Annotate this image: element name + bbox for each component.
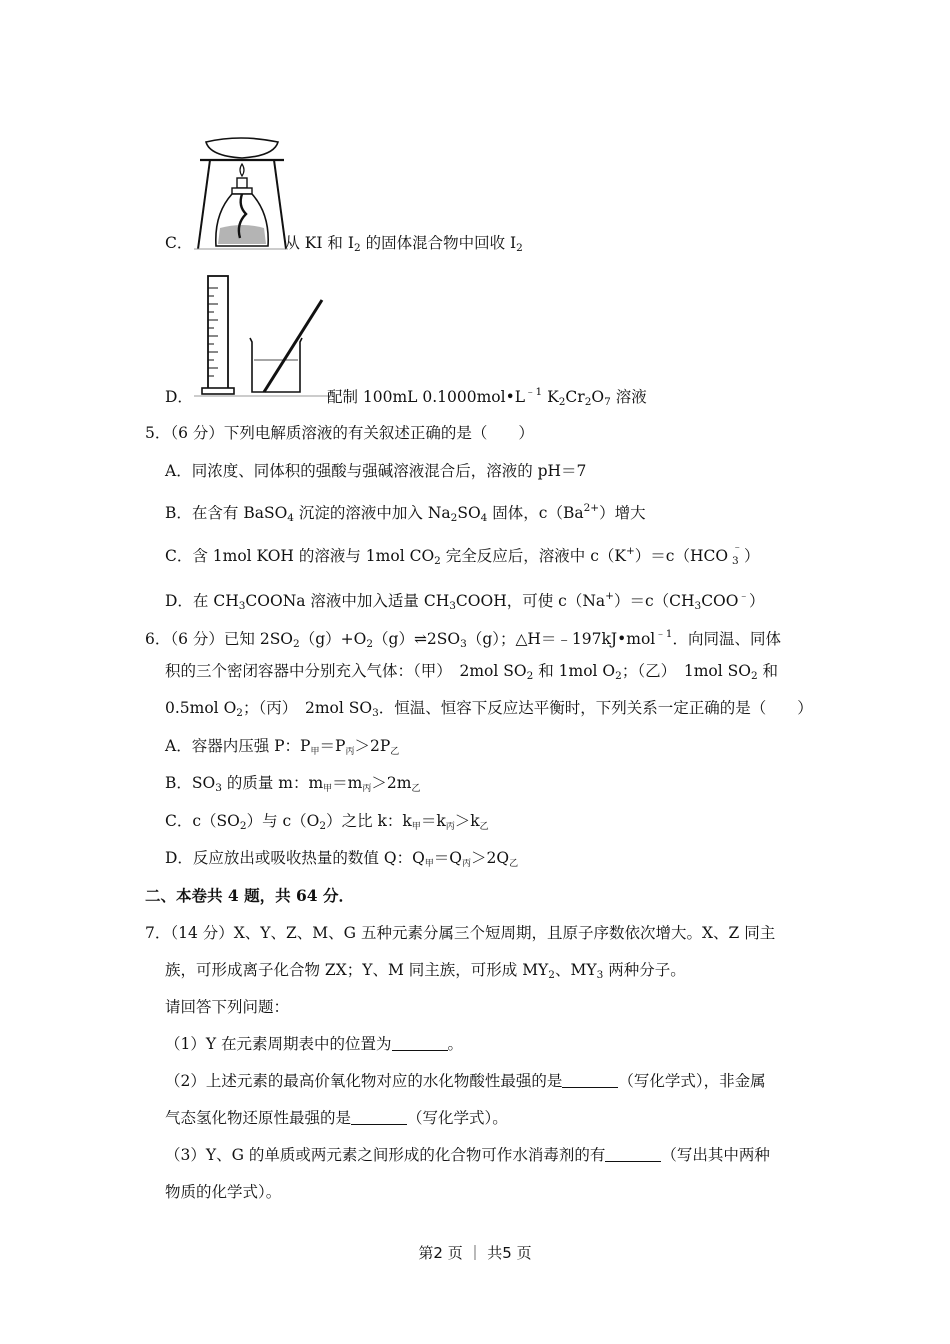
q4-d-label: D． bbox=[165, 388, 193, 406]
q5-option-b: B．在含有 BaSO$_4$ 沉淀的溶液中加入 $Na_2SO_4$ 固体，$c(Ba^{2+})$增大 bbox=[165, 502, 646, 524]
answer-blank-4[interactable] bbox=[605, 1147, 661, 1162]
q6-option-a: A．容器内压强 P：P甲＝P丙＞2P乙 bbox=[165, 737, 400, 757]
answer-blank-1[interactable] bbox=[392, 1036, 448, 1051]
q6-option-c: C．$c(SO_2)$与 $c(O_2)$之比 k：k甲＝k丙＞k乙 bbox=[165, 812, 489, 832]
q4-option-c: C． 从 KI 和 $I_2$ 的固体混合物中回收 $I_2$ bbox=[165, 234, 523, 254]
q7-stem-line1: 7．（14 分）X、Y、Z、M、G 五种元素分属三个短周期，且原子序数依次增大。X、Z 同主 bbox=[145, 924, 776, 942]
q6-option-b: B．$SO_3$ 的质量 m：m甲＝m丙＞2m乙 bbox=[165, 774, 421, 794]
q5-option-a: A．同浓度、同体积的强酸与强碱溶液混合后，溶液的 pH＝7 bbox=[165, 462, 587, 480]
q7-part2-line1: （2）上述元素的最高价氧化物对应的水化物酸性最强的是 （写化学式），非金属 bbox=[165, 1072, 766, 1090]
q6-stem-line3: 0.5mol $O_2$；（丙） 2mol $SO_3$．恒温、恒容下反应达平衡时，下列关系一定正确的是（ ） bbox=[165, 699, 813, 719]
q7-part1: （1）Y 在元素周期表中的位置为 。 bbox=[165, 1035, 464, 1053]
q5-stem: 5．（6 分）下列电解质溶液的有关叙述正确的是（ ） bbox=[145, 424, 534, 442]
q7-stem-line2: 族，可形成离子化合物 ZX；Y、M 同主族，可形成 $MY_2$、$MY_3$ 两种分子。 bbox=[165, 961, 686, 981]
q5-option-d: D．在 $CH_3COONa$ 溶液中加入适量 $CH_3COOH$，可使 $c(Na^+)=c(CH_3COO^﹣)$ bbox=[165, 590, 765, 612]
q4-c-label: C． bbox=[165, 234, 193, 252]
q6-stem-line2: 积的三个密闭容器中分别充入气体：（甲） 2mol $SO_2$ 和 1mol $O_2$；（乙） 1mol $SO_2$ 和 bbox=[165, 662, 779, 682]
answer-blank-2[interactable] bbox=[562, 1073, 618, 1088]
q6-option-d: D．反应放出或吸收热量的数值 Q：Q甲＝Q丙＞2Q乙 bbox=[165, 849, 519, 869]
q7-part2-line2: 气态氢化物还原性最强的是 （写化学式）。 bbox=[165, 1109, 508, 1127]
section-heading: 二、本卷共 4 题，共 64 分． bbox=[145, 886, 354, 905]
page-footer: 第2 页 ｜ 共5 页 bbox=[418, 1244, 532, 1262]
answer-blank-3[interactable] bbox=[351, 1110, 407, 1125]
cylinder-beaker-figure bbox=[194, 272, 330, 400]
q4-option-d: D． 配制 100mL $0.1000mol•L^{﹣1}$ $K_2Cr_2O_7$ 溶液 bbox=[165, 386, 647, 408]
q7-prompt: 请回答下列问题： bbox=[165, 998, 290, 1016]
q7-part3-line2: 物质的化学式）。 bbox=[165, 1183, 282, 1201]
q5-option-c: C．含 1mol KOH 的溶液与 1mol $CO_2$ 完全反应后，溶液中 c（K+）＝c（HCO ﹣ 3 ） bbox=[165, 541, 760, 567]
q6-stem-line1: 6．（6 分）已知 $2SO_2(g)+O_2(g)\rightleftharpoons 2SO_3(g)$；△H＝﹣197kJ•mol$^{﹣1}$．向同温、同体 bbox=[145, 628, 781, 650]
q7-part3-line1: （3）Y、G 的单质或两元素之间形成的化合物可作水消毒剂的有 （写出其中两种 bbox=[165, 1146, 770, 1164]
